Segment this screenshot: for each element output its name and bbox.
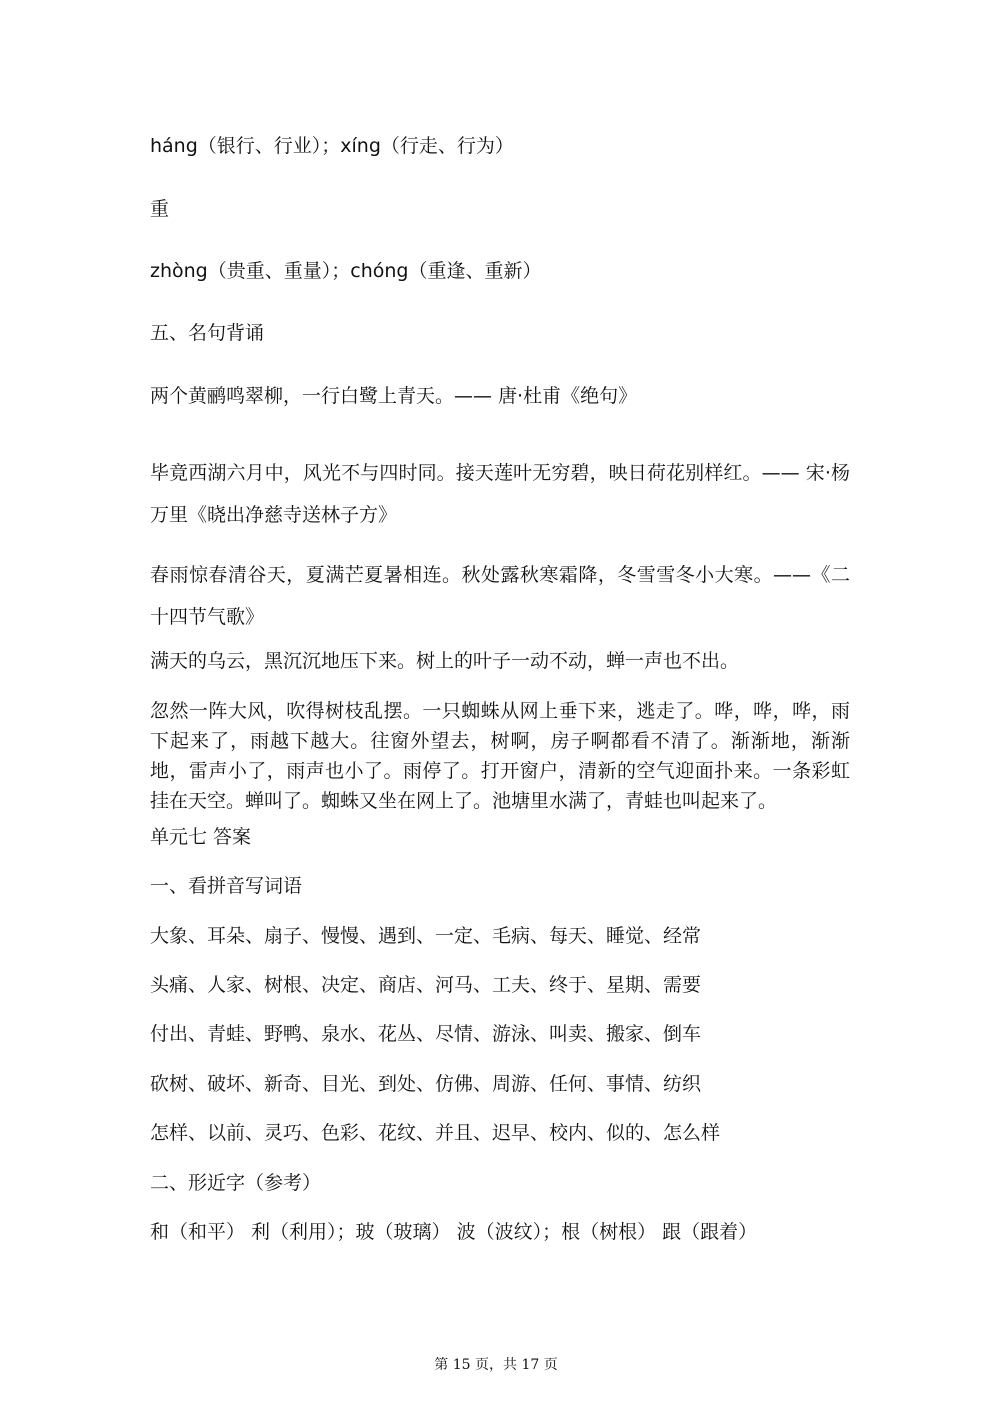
quote-jieqi: 春雨惊春清谷天，夏满芒夏暑相连。秋处露秋寒霜降，冬雪雪冬小大寒。——《二十四节气歌》	[150, 564, 850, 628]
word-list-row: 砍树、破坏、新奇、目光、到处、仿佛、周游、任何、事情、纺织	[150, 1073, 702, 1095]
quote-jueju: 两个黄鹂鸣翠柳，一行白鹭上青天。—— 唐·杜甫《绝句》	[150, 385, 638, 407]
word-list-row: 付出、青蛙、野鸭、泉水、花丛、尽情、游泳、叫卖、搬家、倒车	[150, 1023, 702, 1045]
polyphone-hang-line: háng（银行、行业）；xíng（行走、行为）	[150, 135, 514, 157]
polyphone-zhong-line: zhòng（贵重、重量）；chóng（重逢、重新）	[150, 260, 542, 282]
section5-heading: 五、名句背诵	[150, 322, 265, 344]
word-list-row: 大象、耳朵、扇子、慢慢、遇到、一定、毛病、每天、睡觉、经常	[150, 925, 702, 947]
similar-chars-line: 和（和平） 利（利用）；玻（玻璃） 波（波纹）；根（树根） 跟（跟着）	[150, 1221, 758, 1243]
passage-paragraph-1: 满天的乌云，黑沉沉地压下来。树上的叶子一动不动，蝉一声也不出。	[150, 650, 740, 672]
unit7-title: 单元七 答案	[150, 826, 252, 848]
unit7-section1-heading: 一、看拼音写词语	[150, 875, 303, 897]
page-footer: 第 15 页，共 17 页	[434, 1357, 558, 1373]
word-list-row: 头痛、人家、树根、决定、商店、河马、工夫、终于、星期、需要	[150, 974, 702, 996]
word-list-row: 怎样、以前、灵巧、色彩、花纹、并且、迟早、校内、似的、怎么样	[150, 1122, 721, 1144]
quote-xiaochu: 毕竟西湖六月中，风光不与四时同。接天莲叶无穷碧，映日荷花别样红。—— 宋·杨万里《晓出净慈寺送林子方》	[150, 462, 850, 526]
polyphone-zhong-char: 重	[150, 198, 170, 220]
passage-paragraph-2: 忽然一阵大风，吹得树枝乱摆。一只蜘蛛从网上垂下来，逃走了。哗，哗，哗，雨下起来了，雨越下越大。往窗外望去，树啊，房子啊都看不清了。渐渐地，渐渐地，雷声小了，雨声也小了。雨停了。打开窗户，清新的空气迎面扑来。一条彩虹挂在天空。蝉叫了。蜘蛛又坐在网上了。池塘里水满了，青蛙也叫起来了。	[150, 700, 850, 812]
unit7-section2-heading: 二、形近字（参考）	[150, 1172, 322, 1194]
